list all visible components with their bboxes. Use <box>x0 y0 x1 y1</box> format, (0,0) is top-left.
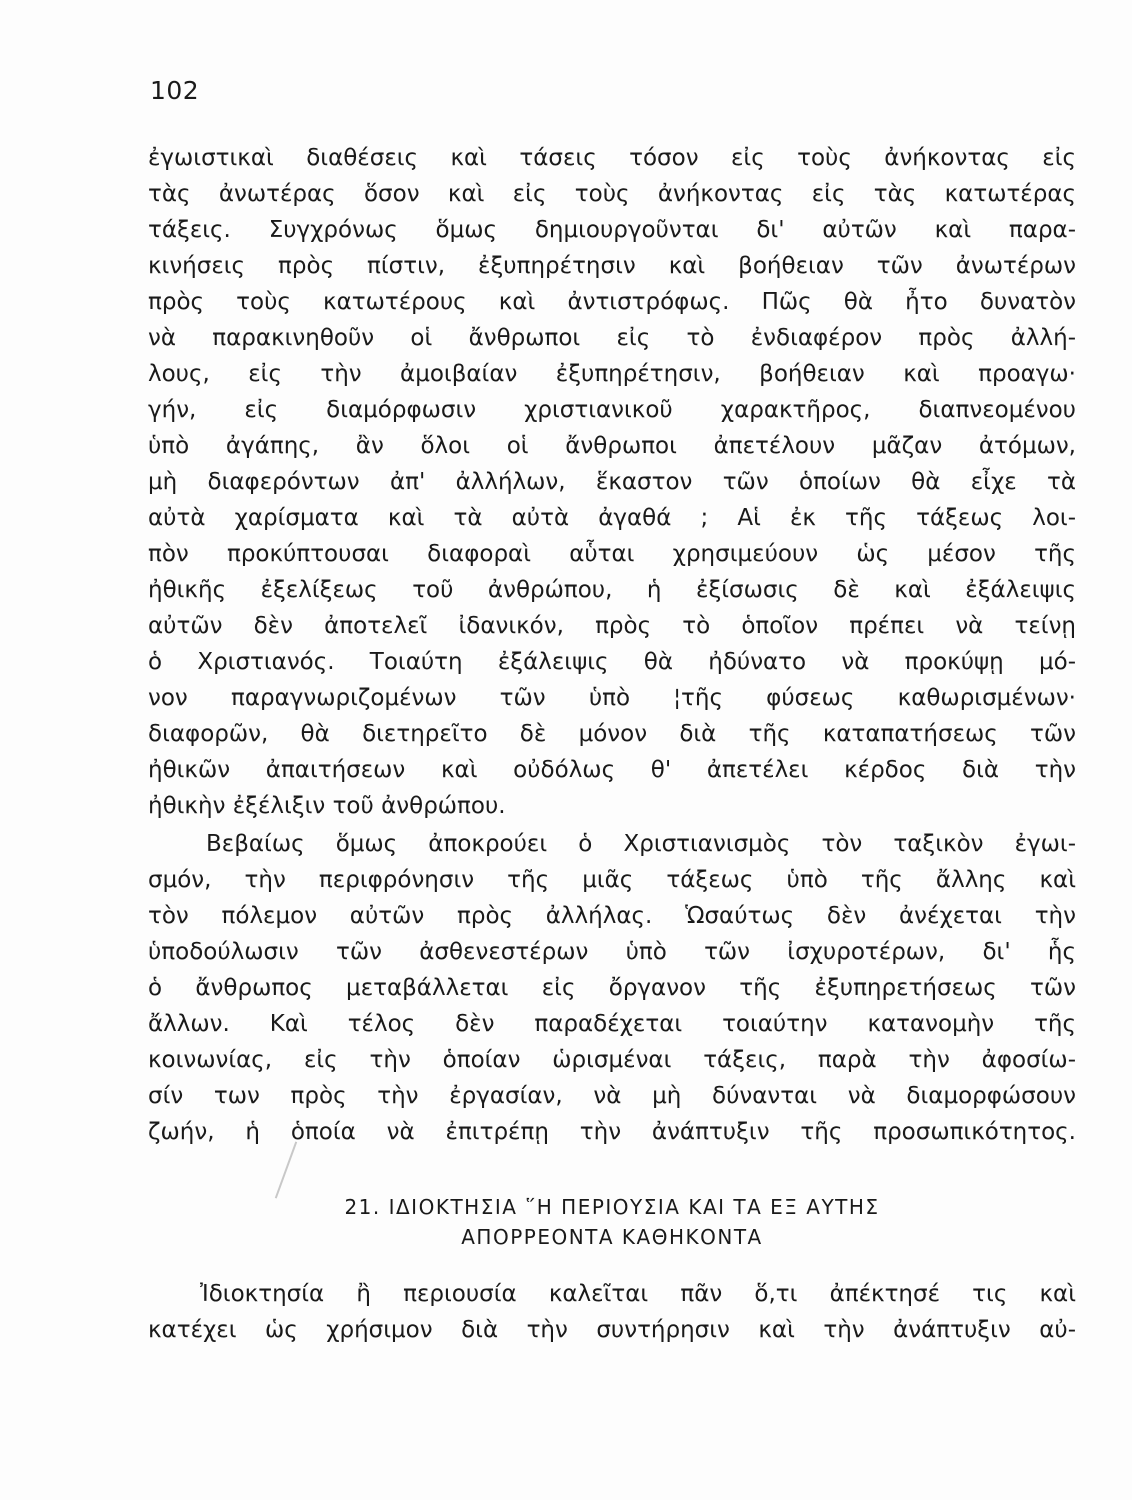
paragraph-1 <box>148 140 1076 824</box>
section-heading-line-2: ΑΠΟΡΡΕΟΝΤΑ ΚΑΘΗΚΟΝΤΑ <box>461 1225 763 1249</box>
paragraph-3 <box>148 1276 1076 1348</box>
text-line: Βεβαίως ὅμως ἀποκρούει ὁ Χριστιανισμὸς τὸν ταξικὸν ἐγωι- <box>206 831 1076 857</box>
paragraph-2 <box>148 826 1076 1150</box>
text-line: ἐγωιστικαὶ διαθέσεις καὶ τάσεις τόσον εἰς τοὺς ἀνήκοντας εἰς <box>148 145 1076 171</box>
text-line: ἄλλων. Καὶ τέλος δὲν παραδέχεται τοιαύτην κατανομὴν τῆς <box>148 1011 1076 1037</box>
text-line: κατέχει ὡς χρήσιμον διὰ τὴν συντήρησιν καὶ τὴν ἀνάπτυξιν αὐ- <box>148 1317 1076 1343</box>
text-line: γήν, εἰς διαμόρφωσιν χριστιανικοῦ χαρακτῆρος, διαπνεομένου <box>148 397 1076 423</box>
text-line: ὁ Χριστιανός. Τοιαύτη ἐξάλειψις θὰ ἠδύνατο νὰ προκύψῃ μό- <box>148 649 1076 675</box>
section-heading <box>148 1192 1076 1252</box>
text-line: λους, εἰς τὴν ἀμοιβαίαν ἐξυπηρέτησιν, βοήθειαν καὶ προαγω· <box>148 361 1076 387</box>
text-line: ἠθικὴν ἐξέλιξιν τοῦ ἀνθρώπου. <box>148 793 506 819</box>
text-line: σμόν, τὴν περιφρόνησιν τῆς μιᾶς τάξεως ὑπὸ τῆς ἄλλης καὶ <box>148 867 1076 893</box>
text-line: ἠθικῆς ἐξελίξεως τοῦ ἀνθρώπου, ἡ ἐξίσωσις δὲ καὶ ἐξάλειψις <box>148 577 1076 603</box>
text-line: τὰς ἀνωτέρας ὅσον καὶ εἰς τοὺς ἀνήκοντας εἰς τὰς κατωτέρας <box>148 181 1076 207</box>
text-line: ζωήν, ἡ ὁποία νὰ ἐπιτρέπῃ τὴν ἀνάπτυξιν τῆς προσωπικότητος. <box>148 1119 1076 1145</box>
text-line: ἠθικῶν ἀπαιτήσεων καὶ οὐδόλως θ' ἀπετέλει κέρδος διὰ τὴν <box>148 757 1076 783</box>
text-line: αὐτῶν δὲν ἀποτελεῖ ἰδανικόν, πρὸς τὸ ὁποῖον πρέπει νὰ τείνῃ <box>148 613 1076 639</box>
text-line: νον παραγνωριζομένων τῶν ὑπὸ ¦τῆς φύσεως καθωρισμένων· <box>148 685 1076 711</box>
text-line: σίν των πρὸς τὴν ἐργασίαν, νὰ μὴ δύνανται νὰ διαμορφώσουν <box>148 1083 1076 1109</box>
page-number: 102 <box>150 76 200 105</box>
text-line: μὴ διαφερόντων ἀπ' ἀλλήλων, ἕκαστον τῶν ὁποίων θὰ εἶχε τὰ <box>148 469 1076 495</box>
text-line: ὑποδούλωσιν τῶν ἀσθενεστέρων ὑπὸ τῶν ἰσχυροτέρων, δι' ἧς <box>148 939 1076 965</box>
text-line: αὐτὰ χαρίσματα καὶ τὰ αὐτὰ ἀγαθά ; Αἱ ἐκ τῆς τάξεως λοι- <box>148 505 1076 531</box>
section-heading-line-1: 21. ΙΔΙΟΚΤΗΣΙΑ ῞Η ΠΕΡΙΟΥΣΙΑ ΚΑΙ ΤΑ ΕΞ ΑΥΤΗΣ <box>344 1195 880 1219</box>
pen-mark <box>275 1141 297 1198</box>
text-line: τάξεις. Συγχρόνως ὅμως δημιουργοῦνται δι' αὐτῶν καὶ παρα- <box>148 217 1076 243</box>
text-line: πὸν προκύπτουσαι διαφοραὶ αὗται χρησιμεύουν ὡς μέσον τῆς <box>148 541 1076 567</box>
text-line: νὰ παρακινηθοῦν οἱ ἄνθρωποι εἰς τὸ ἐνδιαφέρον πρὸς ἀλλή- <box>148 325 1076 351</box>
text-line: Ἰδιοκτησία ἢ περιουσία καλεῖται πᾶν ὅ,τι ἀπέκτησέ τις καὶ <box>200 1281 1076 1307</box>
text-line: τὸν πόλεμον αὐτῶν πρὸς ἀλλήλας. Ὡσαύτως δὲν ἀνέχεται τὴν <box>148 903 1076 929</box>
text-line: ὁ ἄνθρωπος μεταβάλλεται εἰς ὄργανον τῆς ἐξυπηρετήσεως τῶν <box>148 975 1076 1001</box>
text-line: κινήσεις πρὸς πίστιν, ἐξυπηρέτησιν καὶ βοήθειαν τῶν ἀνωτέρων <box>148 253 1076 279</box>
text-line: διαφορῶν, θὰ διετηρεῖτο δὲ μόνον διὰ τῆς καταπατήσεως τῶν <box>148 721 1076 747</box>
text-line: κοινωνίας, εἰς τὴν ὁποίαν ὡρισμέναι τάξεις, παρὰ τὴν ἀφοσίω- <box>148 1047 1076 1073</box>
text-line: πρὸς τοὺς κατωτέρους καὶ ἀντιστρόφως. Πῶς θὰ ἦτο δυνατὸν <box>148 289 1076 315</box>
text-line: ὑπὸ ἀγάπης, ἂν ὅλοι οἱ ἄνθρωποι ἀπετέλουν μᾶζαν ἀτόμων, <box>148 433 1076 459</box>
